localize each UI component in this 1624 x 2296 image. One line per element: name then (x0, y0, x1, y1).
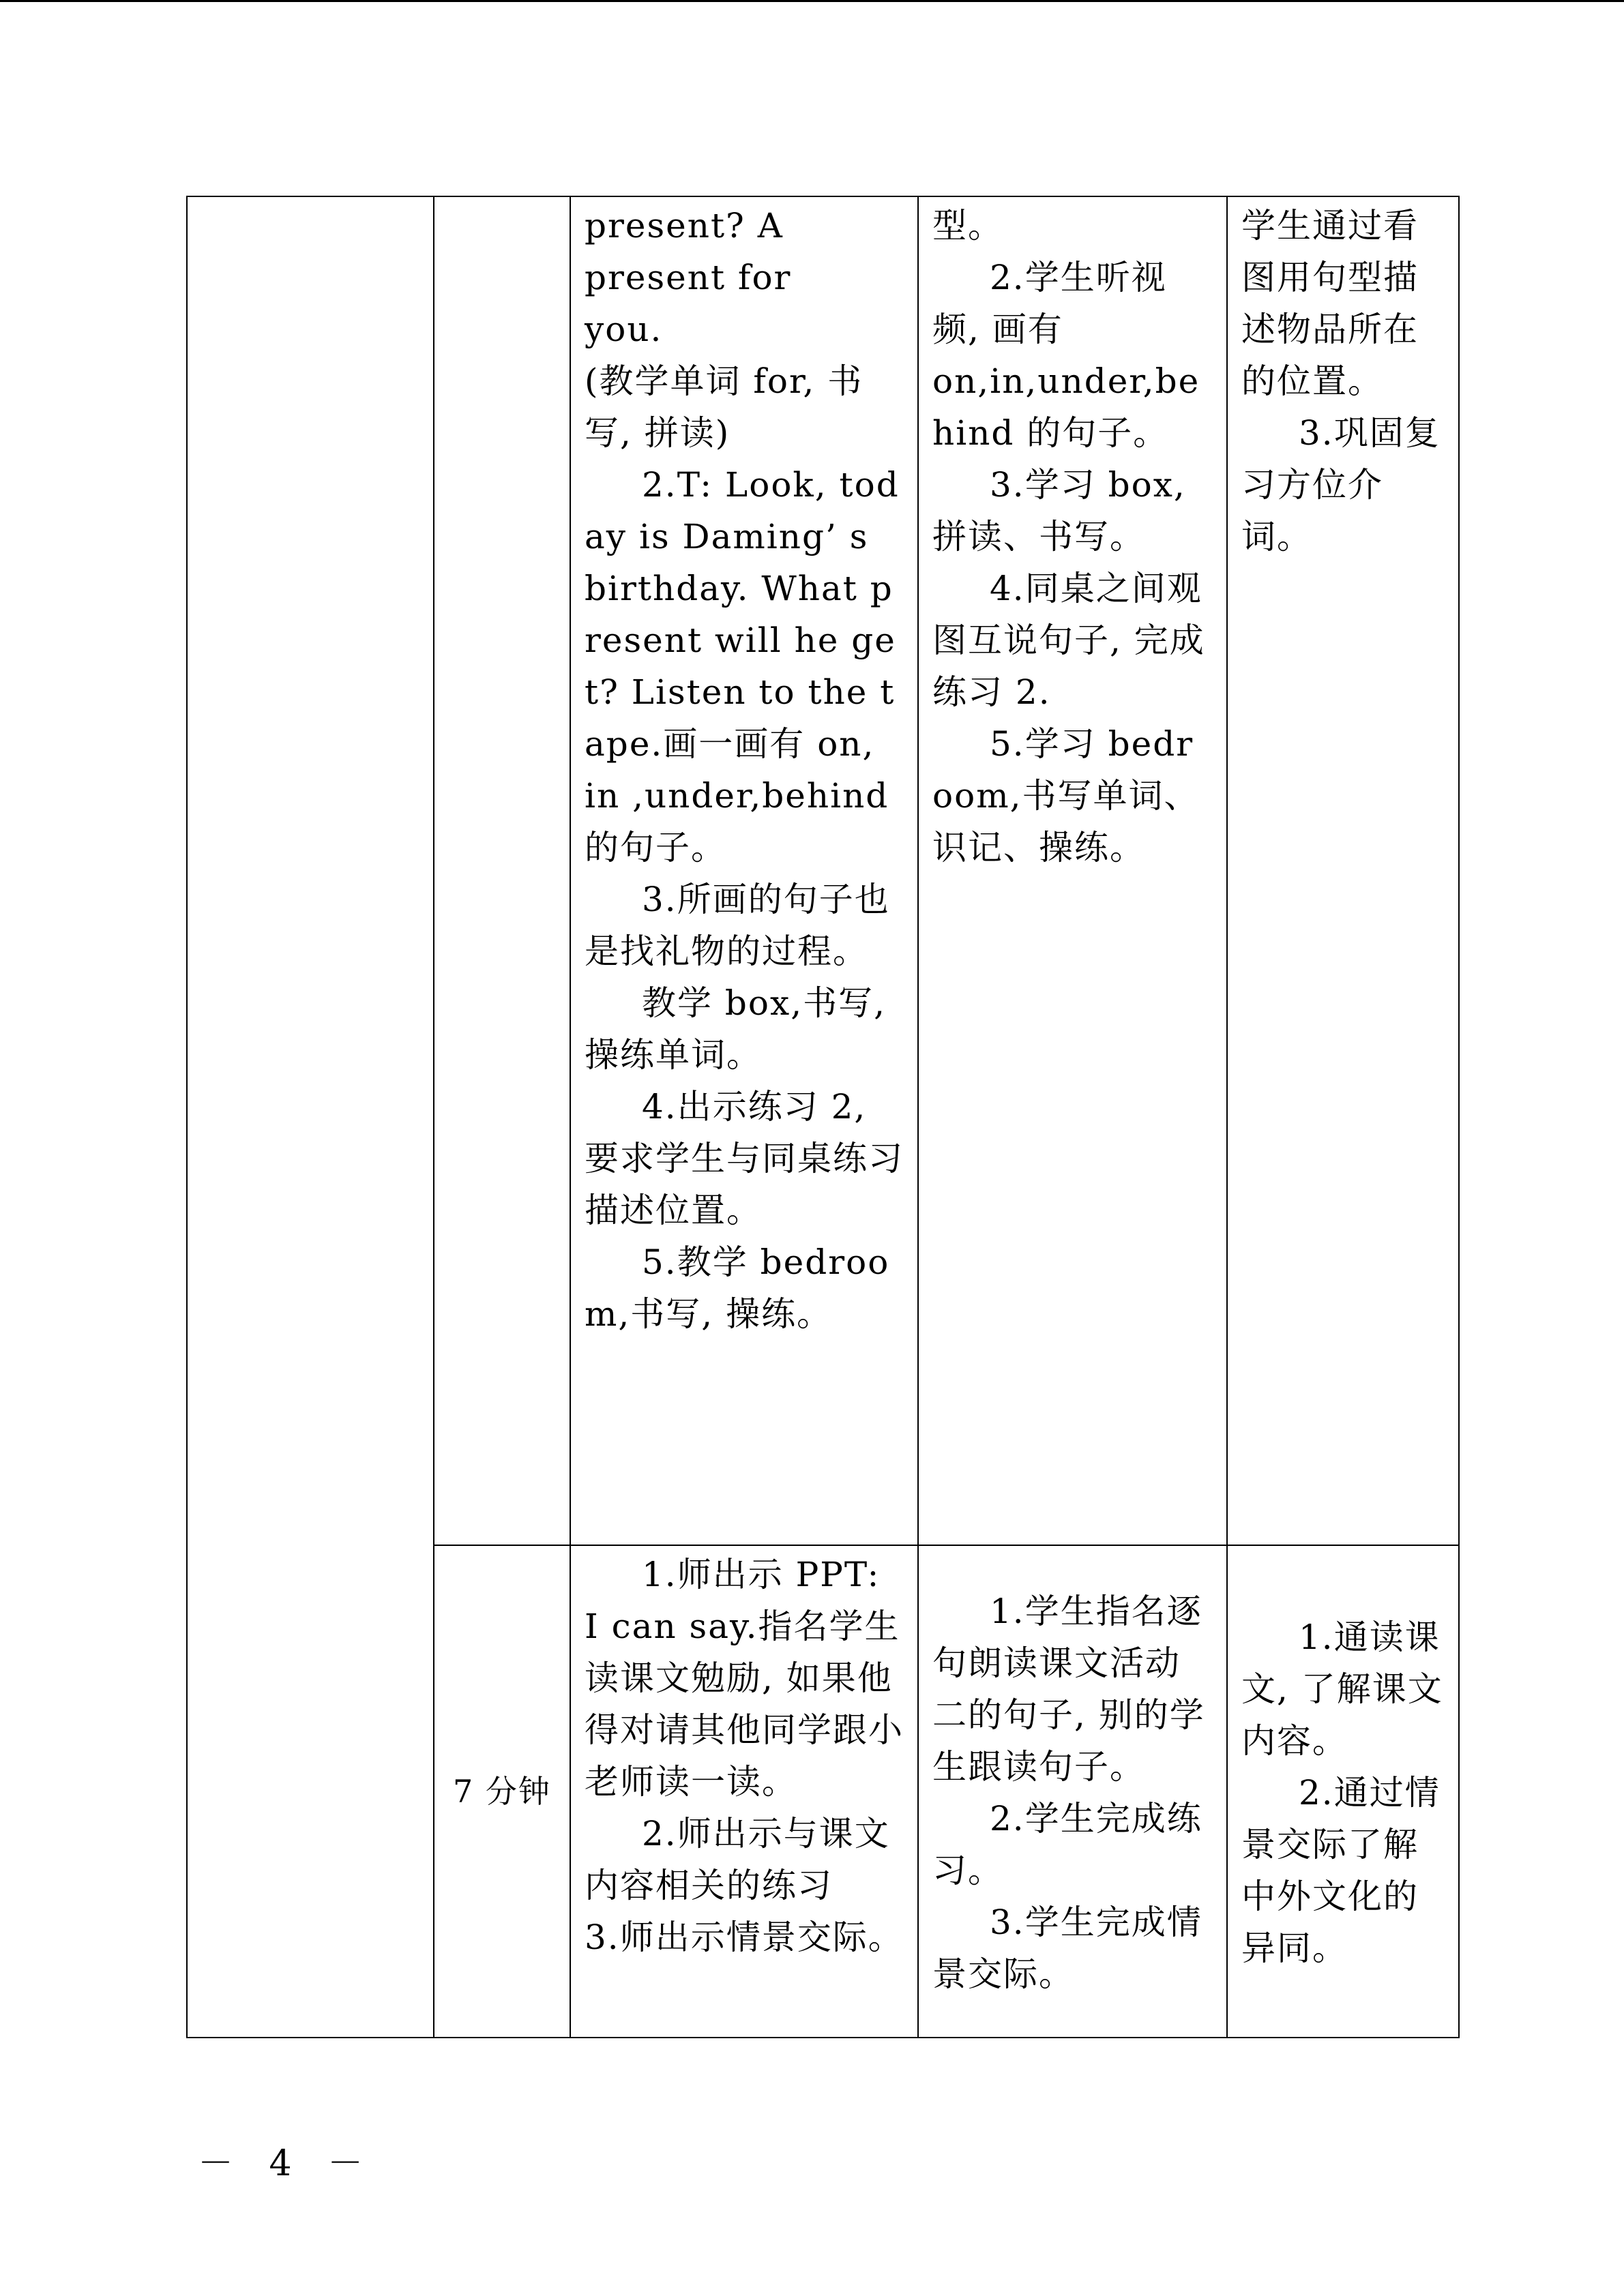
top-border-line (0, 0, 1624, 2)
cell-text-line: present? A (585, 206, 784, 245)
cell-text-line: 3.巩固复习方位介词。 (1241, 413, 1441, 556)
cell-text-line: 2.师出示与课文内容相关的练习 (585, 1814, 890, 1905)
stage-cell (187, 196, 434, 2038)
design-purpose-cell (1227, 196, 1459, 1545)
cell-text-line: 教学 box,书写, 操练单词。 (585, 983, 886, 1075)
cell-text-line: 2.学生完成练习。 (932, 1799, 1202, 1890)
cell-text-line: present for (585, 258, 792, 297)
time-cell-empty (434, 196, 570, 1545)
cell-text-line: 2.学生听视频, 画有 (932, 258, 1167, 349)
cell-text-line: (教学单词 for, 书写, 拼读) (585, 361, 863, 453)
cell-text-line: 5.学习 bedroom,书写单词、识记、操练。 (932, 724, 1200, 867)
cell-text-line: 1.学生指名逐句朗读课文活动二的句子, 别的学生跟读句子。 (932, 1592, 1205, 1787)
cell-text-line: 2.T: Look, today is Daming’ s birthday. What present will he get? Listen to the tape.画一画有 on, (585, 465, 900, 764)
student-activity-cell (918, 1545, 1227, 2038)
table-row (187, 196, 1459, 1545)
teacher-activity-cell (570, 196, 918, 1545)
cell-text-line: in ,under,behind 的句子。 (585, 776, 889, 867)
cell-text-line: 3.学生完成情景交际。 (932, 1903, 1202, 1994)
teacher-activity-cell (570, 1545, 918, 2038)
time-label: 7 分钟 (453, 1773, 551, 1810)
cell-text-line: 学生通过看图用句型描述物品所在的位置。 (1241, 206, 1419, 401)
lesson-plan-table (186, 196, 1460, 2038)
cell-text-line: 4.出示练习 2, 要求学生与同桌练习描述位置。 (585, 1087, 904, 1230)
cell-text-line: 3.学习 box, 拼读、书写。 (932, 465, 1186, 556)
cell-text-line: 4.同桌之间观图互说句子, 完成练习 2. (932, 569, 1205, 712)
cell-text-line: 5.教学 bedroom,书写, 操练。 (585, 1242, 890, 1334)
cell-text-line: 1.师出示 PPT: I can say.指名学生读课文勉励, 如果他得对请其他同学跟小老师读一读。 (585, 1555, 904, 1802)
cell-text-line: 3.师出示情景交际。 (585, 1918, 904, 1957)
cell-text-line: you. (585, 310, 663, 349)
time-cell (434, 1545, 570, 2038)
cell-text-line: 2.通过情景交际了解中外文化的异同。 (1241, 1773, 1441, 1968)
cell-text-line: 1.通读课文, 了解课文内容。 (1241, 1617, 1443, 1761)
cell-text-line: on,in,under,behind 的句子。 (932, 361, 1200, 453)
cell-text-line: 3.所画的句子也是找礼物的过程。 (585, 880, 890, 971)
cell-text-line: 型。 (932, 206, 1003, 245)
page-number: － 4 － (198, 2143, 376, 2184)
design-purpose-cell (1227, 1545, 1459, 2038)
student-activity-cell (918, 196, 1227, 1545)
